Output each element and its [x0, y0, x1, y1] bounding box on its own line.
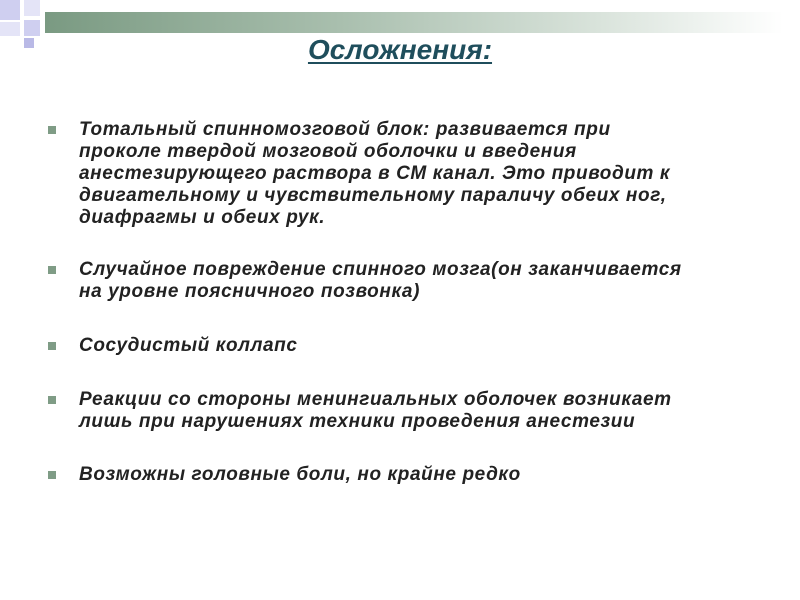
slide-title [0, 34, 800, 66]
square-bullet-icon [48, 126, 56, 134]
slide-title-text: Осложнения: [307, 34, 493, 65]
bullet-line: Возможны головные боли, но крайне редко [79, 464, 521, 485]
bullet-line: Сосудистый коллапс [79, 335, 298, 356]
corner-decor-square [0, 0, 20, 20]
bullet-line: Реакции со стороны менингиальных оболочек возникает [79, 389, 672, 410]
bullet-text [79, 464, 521, 486]
bullet-line: на уровне поясничного позвонка) [79, 281, 421, 302]
bullet-line: Случайное повреждение спинного мозга(он заканчивается [79, 259, 682, 280]
bullet-line: двигательному и чувствительному параличу обеих ног, [79, 185, 667, 206]
bullet-text [79, 119, 670, 229]
corner-decor-square [24, 0, 40, 16]
square-bullet-icon [48, 266, 56, 274]
bullet-text [79, 389, 672, 433]
square-bullet-icon [48, 342, 56, 350]
square-bullet-icon [48, 396, 56, 404]
bullet-line: лишь при нарушениях техники проведения анестезии [79, 411, 636, 432]
bullet-line: анестезирующего раствора в СМ канал. Это приводит к [79, 163, 671, 184]
bullet-line: Тотальный спинномозговой блок: развивается при [79, 119, 611, 140]
square-bullet-icon [48, 471, 56, 479]
bullet-line: проколе твердой мозговой оболочки и введения [79, 141, 577, 162]
bullet-line: диафрагмы и обеих рук. [79, 207, 326, 228]
bullet-text [79, 335, 298, 357]
header-gradient-bar [45, 12, 783, 33]
bullet-text [79, 259, 682, 303]
